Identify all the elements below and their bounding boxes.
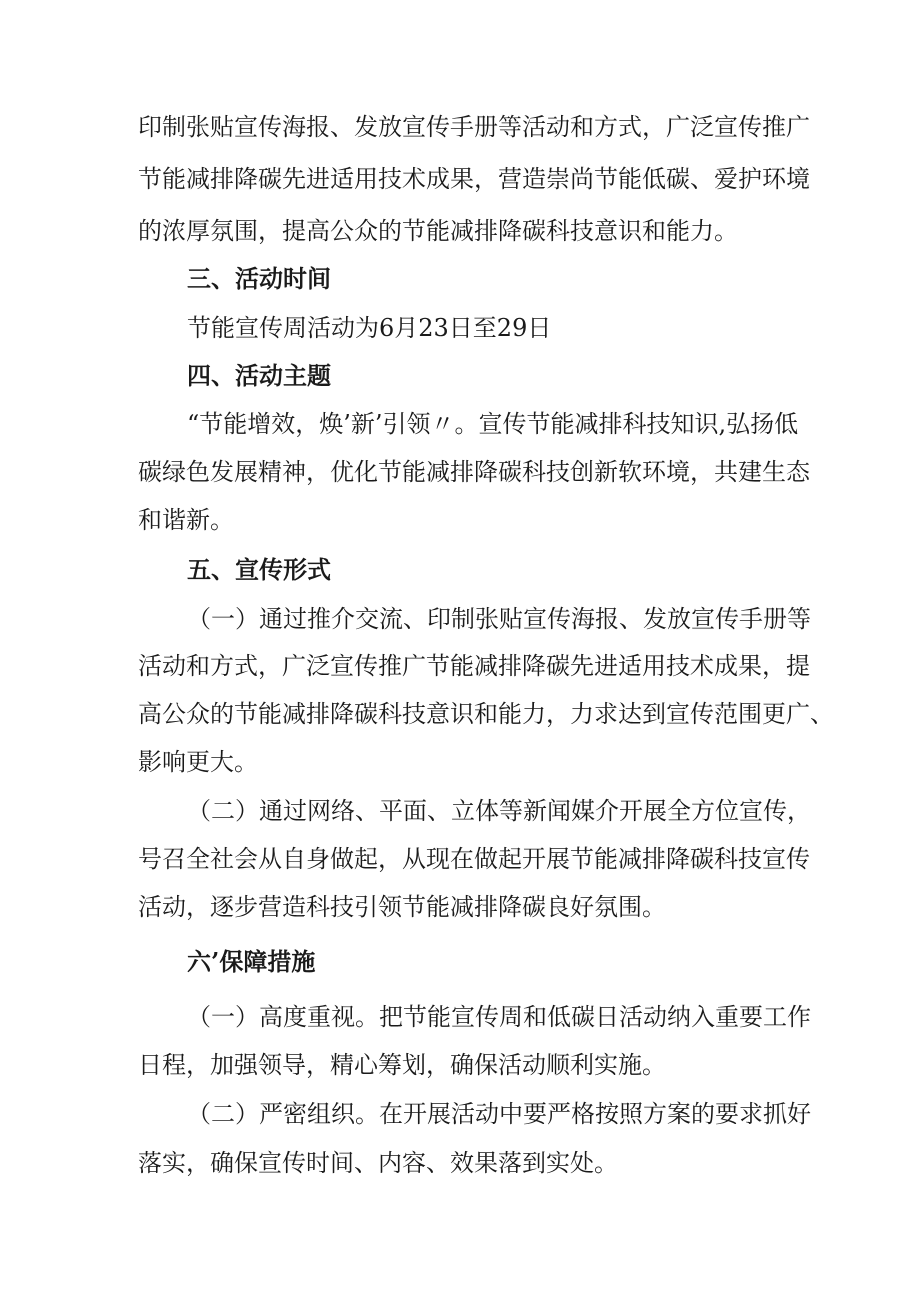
section-heading-activity-time: 三、活动时间 [187, 264, 331, 293]
body-text-line: 节能宣传周活动为6月23日至29日 [187, 314, 552, 342]
section-heading-safeguards: 六’保障措施 [187, 947, 316, 976]
body-text-line: 的浓厚氛围，提高公众的节能减排降碳科技意识和能力。 [138, 217, 738, 245]
body-text-line: 日程，加强领导，精心筹划，确保活动顺利实施。 [138, 1051, 666, 1079]
body-text-line: （二）通过网络、平面、立体等新闻媒介开展全方位宣传， [187, 797, 811, 825]
body-text-line: 碳绿色发展精神，优化节能减排降碳科技创新软环境，共建生态 [138, 458, 810, 486]
body-text-line: （一）通过推介交流、印制张贴宣传海报、发放宣传手册等 [187, 605, 811, 633]
body-text-line: 和谐新。 [138, 506, 234, 534]
body-text-line: 印制张贴宣传海报、发放宣传手册等活动和方式，广泛宣传推广 [138, 113, 810, 141]
section-heading-activity-theme: 四、活动主题 [187, 361, 331, 390]
body-text-line: 高公众的节能减排降碳科技意识和能力，力求达到宣传范围更广、 [138, 700, 834, 728]
body-text-line: 号召全社会从自身做起，从现在做起开展节能减排降碳科技宣传 [138, 845, 810, 873]
body-text-line: 活动和方式，广泛宣传推广节能减排降碳先进适用技术成果，提 [138, 652, 810, 680]
body-text-line: 影响更大。 [138, 748, 258, 776]
body-text-line: 落实，确保宣传时间、内容、效果落到实处。 [138, 1149, 618, 1177]
body-text-line: （二）严密组织。在开展活动中要严格按照方案的要求抓好 [187, 1100, 811, 1128]
section-heading-publicity-form: 五、宣传形式 [187, 555, 331, 584]
body-text-line: 活动，逐步营造科技引领节能减排降碳良好氛围。 [138, 893, 666, 921]
body-text-line: “节能增效，焕’新’引领〃。宣传节能减排科技知识,弘扬低 [187, 410, 799, 438]
body-text-line: （一）高度重视。把节能宣传周和低碳日活动纳入重要工作 [187, 1003, 811, 1031]
body-text-line: 节能减排降碳先进适用技术成果，营造崇尚节能低碳、爱护环境 [138, 165, 810, 193]
